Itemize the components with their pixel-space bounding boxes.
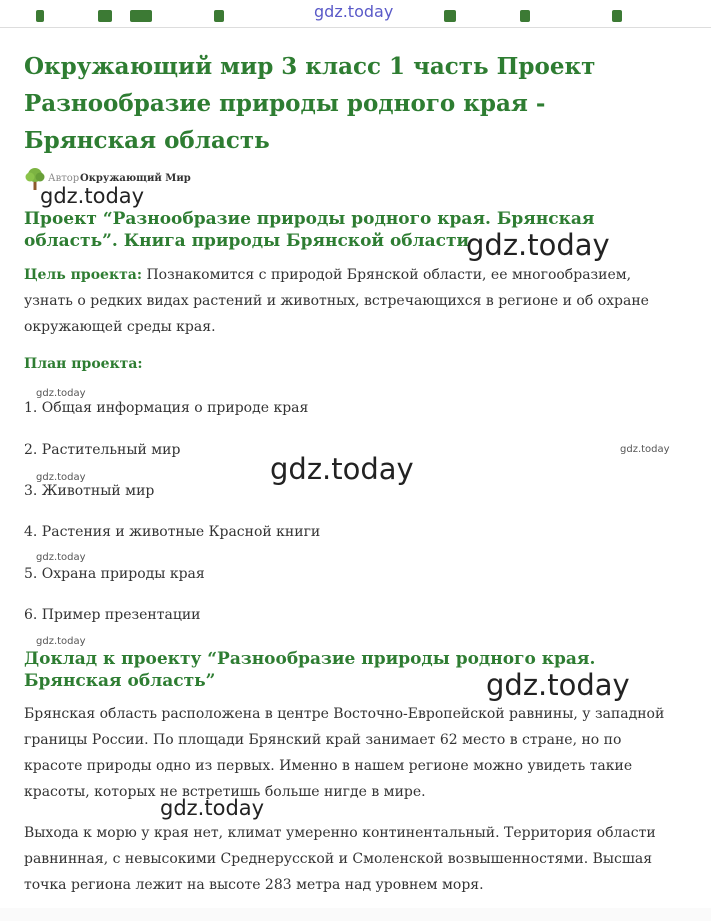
watermark: gdz.today (466, 228, 610, 262)
plan-item: 4. Растения и животные Красной книги (24, 524, 321, 540)
report-paragraph: Выхода к морю у края нет, климат умеренно континентальный. Территория области равнинная, с невысокими Среднерусской и Смоленской возвышенностями. Высшая точка региона лежит на высоте 283 метра над уровнем моря. (24, 825, 656, 893)
plan-label: План проекта: (24, 356, 143, 372)
plan-item: 3. Животный мир (24, 483, 155, 499)
watermark: gdz.today (36, 552, 86, 563)
plan-item: 1. Общая информация о природе края (24, 400, 309, 416)
page-title: Окружающий мир 3 класс 1 часть Проект Разнообразие природы родного края - Брянская область (24, 53, 596, 154)
watermark: gdz.today (270, 452, 414, 486)
plan-item: 5. Охрана природы края (24, 566, 205, 582)
watermark: gdz.today (36, 388, 86, 399)
watermark-top: gdz.today (314, 2, 394, 21)
report-paragraph: Брянская область расположена в центре Восточно-Европейской равнины, у западной границы России. По площади Брянский край занимает 62 место в стране, но по красоте природы одно из первых. Именно в нашем регионе можно увидеть такие красоты, которых не встретишь больше нигде в мире. (24, 706, 665, 800)
page-bottom-edge (0, 908, 711, 921)
plan-item[interactable]: 6. Пример презентации (24, 607, 201, 623)
watermark: gdz.today (40, 184, 145, 208)
author-label: Автор (48, 173, 80, 184)
goal-text: Познакомится с природой Брянской области, ее многообразием, узнать о редких видах растений и животных, встречающихся в регионе и об охране окружающей среды края. (24, 267, 649, 335)
watermark: gdz.today (36, 472, 86, 483)
plan-item: 2. Растительный мир (24, 442, 181, 458)
project-heading: Проект “Разнообразие природы родного края. Брянская область”. Книга природы Брянской области (24, 209, 595, 251)
goal-label: Цель проекта: (24, 267, 142, 283)
watermark: gdz.today (486, 668, 630, 702)
report-heading: Доклад к проекту “Разнообразие природы родного края. Брянская область” (24, 649, 596, 691)
watermark: gdz.today (620, 444, 670, 455)
project-goal (24, 262, 674, 340)
watermark: gdz.today (36, 636, 86, 647)
watermark: gdz.today (160, 796, 265, 820)
header-divider (0, 27, 711, 28)
author-name[interactable]: Окружающий Мир (80, 173, 191, 184)
